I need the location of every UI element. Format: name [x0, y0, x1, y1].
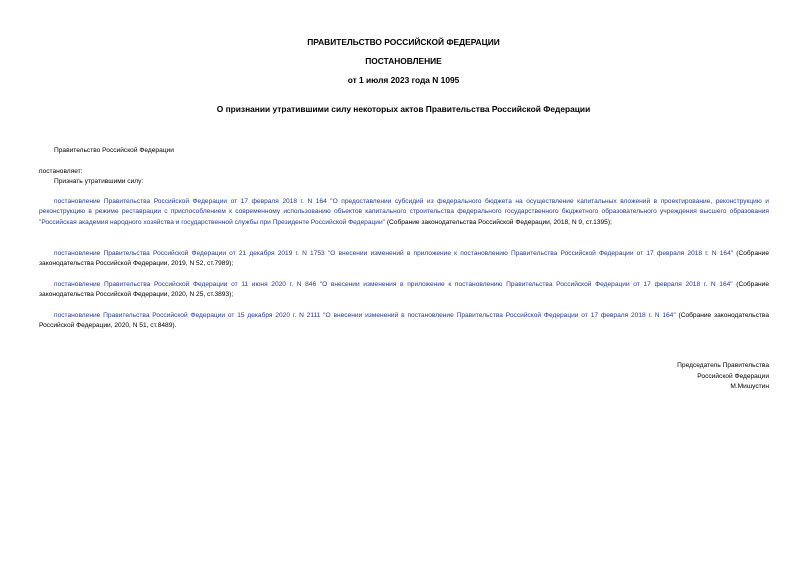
repealed-act-item [39, 197, 769, 228]
repealed-act-item [39, 311, 769, 332]
repealed-act-source: (Собрание законодательства Российской Федерации, 2020, N 25, ст.3893); [39, 281, 770, 299]
declare-text: Признать утратившими силу: [54, 178, 144, 185]
decrees-text: постановляет: [39, 168, 83, 175]
signatory-position-line1: Председатель Правительства [677, 362, 769, 369]
document-title: О признании утратившими силу некоторых актов Правительства Российской Федерации [216, 104, 591, 114]
repealed-act-source: (Собрание законодательства Российской Федерации, 2018, N 9, ст.1395); [384, 218, 612, 226]
repealed-act-link[interactable]: постановление Правительства Российской Федерации от 17 февраля 2018 г. N 164 "О предоставлении субсидий из федерального бюджета на осуществление капитальных вложений в проектирование, реконструкцию и реконструкцию в режиме реставрации с приспособлением к современному использованию объектов капитального строительства федерального государственного бюджетного образовательного учреждения высшего образования "Российская академия народного хозяйства и государственной службы при Президенте Российской Федерации" [39, 198, 769, 226]
intro-text: Правительство Российской Федерации [54, 147, 174, 154]
repealed-act-source: (Собрание законодательства Российской Федерации, 2019, N 52, ст.7989); [39, 250, 769, 268]
date-number-heading: от 1 июля 2023 года N 1095 [347, 75, 460, 85]
repealed-act-link[interactable]: постановление Правительства Российской Федерации от 15 декабря 2020 г. N 2111 "О внесении изменений в постановление Правительства Российской Федерации от 17 февраля 2018 г. N 164" [54, 312, 676, 319]
signatory-position-line2: Российской Федерации [697, 372, 769, 380]
repealed-act-link[interactable]: постановление Правительства Российской Федерации от 11 июня 2020 г. N 846 "О внесении изменения в приложение к постановлению Правительства Российской Федерации от 17 февраля 2018 г. N 164" [54, 281, 733, 288]
signature-block [677, 361, 769, 393]
repealed-act-link[interactable]: постановление Правительства Российской Федерации от 21 декабря 2019 г. N 1753 "О внесении изменений в приложение к постановлению Правительства Российской Федерации от 17 февраля 2018 г. N 164" [54, 250, 734, 257]
repealed-act-source: (Собрание законодательства Российской Федерации, 2020, N 51, ст.8489). [39, 312, 769, 330]
repealed-act-item [39, 280, 769, 301]
issuer-heading: ПРАВИТЕЛЬСТВО РОССИЙСКОЙ ФЕДЕРАЦИИ [307, 37, 500, 47]
document-type-heading: ПОСТАНОВЛЕНИЕ [365, 56, 442, 66]
repealed-act-item [39, 249, 769, 270]
signatory-name: М.Мишустин [730, 383, 769, 391]
